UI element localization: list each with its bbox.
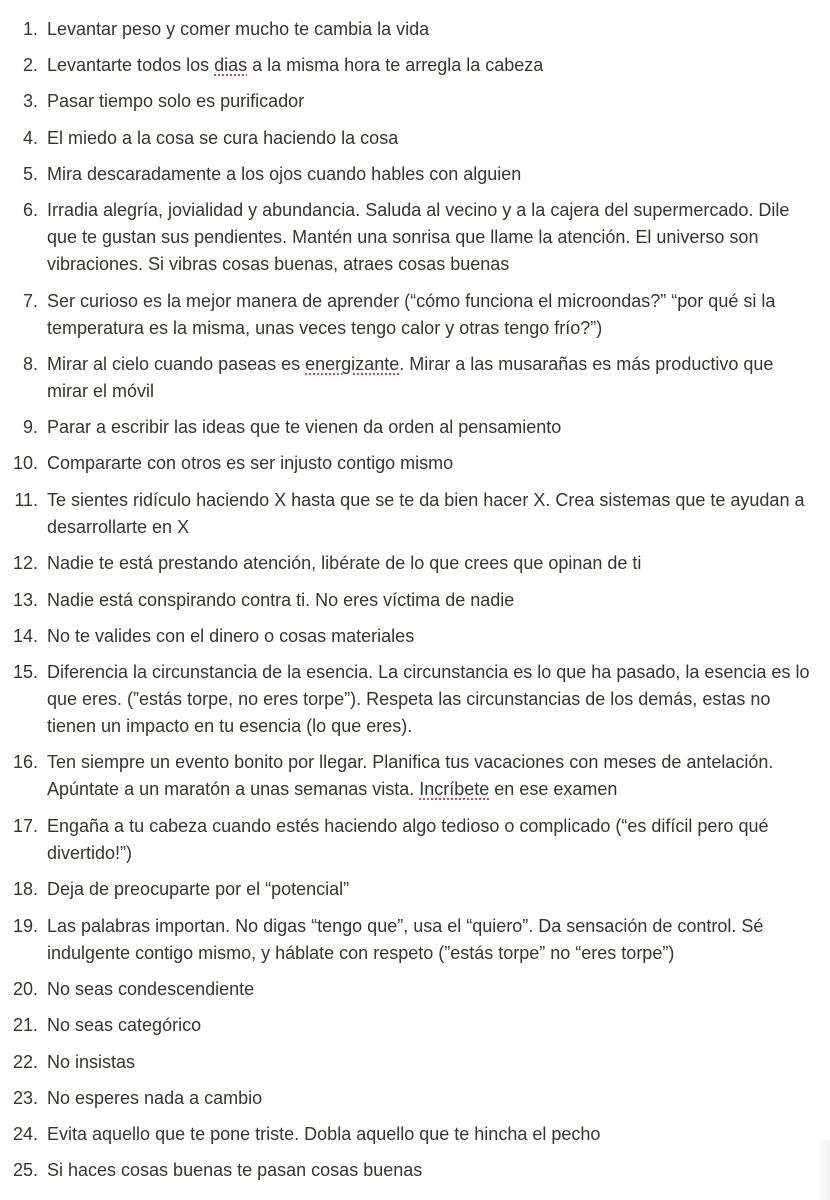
text-segment: El miedo a la cosa se cura haciendo la cosa bbox=[47, 128, 399, 148]
list-item-number: 19. bbox=[12, 916, 38, 936]
list-item-text[interactable] bbox=[47, 197, 812, 278]
list-item-number: 6. bbox=[22, 200, 38, 220]
list-item-text[interactable] bbox=[47, 976, 812, 1003]
text-segment: Engaña a tu cabeza cuando estés haciendo algo tedioso o complicado (“es difícil pero qué divertido!”) bbox=[47, 816, 769, 863]
text-segment: Deja de preocuparte por el “potencial” bbox=[47, 879, 350, 899]
list-item-number: 23. bbox=[12, 1088, 38, 1108]
list-item-number: 7. bbox=[22, 291, 38, 311]
text-segment: Mira descaradamente a los ojos cuando hables con alguien bbox=[47, 164, 522, 184]
page-edge-shadow bbox=[816, 1140, 830, 1200]
list-item-number: 18. bbox=[12, 879, 38, 899]
list-item-number: 4. bbox=[22, 128, 38, 148]
text-segment: Mirar al cielo cuando paseas es bbox=[47, 354, 306, 374]
text-segment: Ser curioso es la mejor manera de aprender (“cómo funciona el microondas?” “por qué si la temperatura es la misma, unas veces tengo calor y otras tengo frío?”) bbox=[47, 291, 776, 338]
text-segment: Nadie está conspirando contra ti. No eres víctima de nadie bbox=[47, 590, 515, 610]
list-item-text[interactable] bbox=[47, 587, 812, 614]
list-item-number: 14. bbox=[12, 626, 38, 646]
list-item-number: 24. bbox=[12, 1124, 38, 1144]
list-item-number: 25. bbox=[12, 1160, 38, 1180]
text-segment: No seas categórico bbox=[47, 1015, 202, 1035]
text-segment: Pasar tiempo solo es purificador bbox=[47, 91, 305, 111]
list-item-text[interactable] bbox=[47, 876, 812, 903]
list-item-text[interactable] bbox=[47, 1085, 812, 1112]
text-segment: Evita aquello que te pone triste. Dobla aquello que te hincha el pecho bbox=[47, 1124, 601, 1144]
text-segment: Las palabras importan. No digas “tengo que”, usa el “quiero”. Da sensación de control. Sé indulgente contigo mismo, y háblate con respeto (”estás torpe” no “eres torpe”) bbox=[47, 916, 764, 963]
list-item-text[interactable] bbox=[47, 913, 812, 967]
list-item-number: 16. bbox=[12, 752, 38, 772]
list-item-text[interactable] bbox=[47, 88, 812, 115]
list-item-text[interactable] bbox=[47, 450, 812, 477]
text-segment: Nadie te está prestando atención, libérate de lo que crees que opinan de ti bbox=[47, 553, 642, 573]
list-item-text[interactable] bbox=[47, 487, 812, 541]
list-item-text[interactable] bbox=[47, 125, 812, 152]
text-segment: Levantar peso y comer mucho te cambia la vida bbox=[47, 19, 430, 39]
list-item-number: 13. bbox=[12, 590, 38, 610]
text-segment: Te sientes ridículo haciendo X hasta que se te da bien hacer X. Crea sistemas que te ayudan a desarrollarte en X bbox=[47, 490, 805, 537]
list-item-number: 17. bbox=[12, 816, 38, 836]
list-item-number: 20. bbox=[12, 979, 38, 999]
list-item-text[interactable] bbox=[47, 1012, 812, 1039]
list-item-number: 15. bbox=[12, 662, 38, 682]
list-item-text[interactable] bbox=[47, 749, 812, 803]
list-item-text[interactable] bbox=[47, 414, 812, 441]
list-item-number: 11. bbox=[14, 490, 38, 510]
text-segment: Parar a escribir las ideas que te vienen da orden al pensamiento bbox=[47, 417, 562, 437]
text-segment: No esperes nada a cambio bbox=[47, 1088, 263, 1108]
text-segment: No insistas bbox=[47, 1052, 136, 1072]
list-item-text[interactable] bbox=[47, 550, 812, 577]
list-item-number: 9. bbox=[22, 417, 38, 437]
text-segment: a la misma hora te arregla la cabeza bbox=[247, 55, 544, 75]
text-segment: . Mirar a las musarañas es más productivo que mirar el móvil bbox=[47, 354, 774, 401]
list-item-number: 10. bbox=[12, 453, 38, 473]
list-item-text[interactable] bbox=[47, 1049, 812, 1076]
list-item-text[interactable] bbox=[47, 351, 812, 405]
list-item-text[interactable] bbox=[47, 813, 812, 867]
list-item-number: 21. bbox=[12, 1015, 38, 1035]
text-segment: Levantarte todos los bbox=[47, 55, 215, 75]
text-segment: No te valides con el dinero o cosas materiales bbox=[47, 626, 415, 646]
list-item-text[interactable] bbox=[47, 288, 812, 342]
list-item-number: 3. bbox=[22, 91, 38, 111]
list-item-number: 1. bbox=[22, 19, 38, 39]
misspelled-word: dias bbox=[214, 55, 248, 75]
list-item-text[interactable] bbox=[47, 1157, 812, 1184]
list-item-number: 5. bbox=[22, 164, 38, 184]
misspelled-word: Incríbete bbox=[419, 779, 490, 799]
text-segment: Si haces cosas buenas te pasan cosas buenas bbox=[47, 1160, 423, 1180]
list-item-number: 8. bbox=[22, 354, 38, 374]
text-segment: en ese examen bbox=[489, 779, 618, 799]
list-item-text[interactable] bbox=[47, 161, 812, 188]
text-segment: Irradia alegría, jovialidad y abundancia. Saluda al vecino y a la cajera del supermercado. Dile que te gustan sus pendientes. Mantén una sonrisa que llame la atención. El universo son vibraciones. Si vibras cosas buenas, atraes cosas buenas bbox=[47, 200, 790, 274]
list-item-text[interactable] bbox=[47, 16, 812, 43]
list-item-number: 2. bbox=[22, 55, 38, 75]
misspelled-word: energizante bbox=[305, 354, 400, 374]
list-item-text[interactable] bbox=[47, 52, 812, 79]
list-item-text[interactable] bbox=[47, 1121, 812, 1148]
list-item-number: 22. bbox=[12, 1052, 38, 1072]
text-segment: Compararte con otros es ser injusto contigo mismo bbox=[47, 453, 454, 473]
text-segment: No seas condescendiente bbox=[47, 979, 255, 999]
list-item-text[interactable] bbox=[47, 659, 812, 740]
list-item-text[interactable] bbox=[47, 623, 812, 650]
text-segment: Diferencia la circunstancia de la esencia. La circunstancia es lo que ha pasado, la esencia es lo que eres. (”estás torpe, no eres torpe”). Respeta las circunstancias de los demás, estas no tienen un impacto en tu esencia (lo que eres). bbox=[47, 662, 810, 736]
text-segment: Ten siempre un evento bonito por llegar. Planifica tus vacaciones con meses de antelación. Apúntate a un maratón a unas semanas vista. bbox=[47, 752, 774, 799]
list-item-number: 12. bbox=[12, 553, 38, 573]
